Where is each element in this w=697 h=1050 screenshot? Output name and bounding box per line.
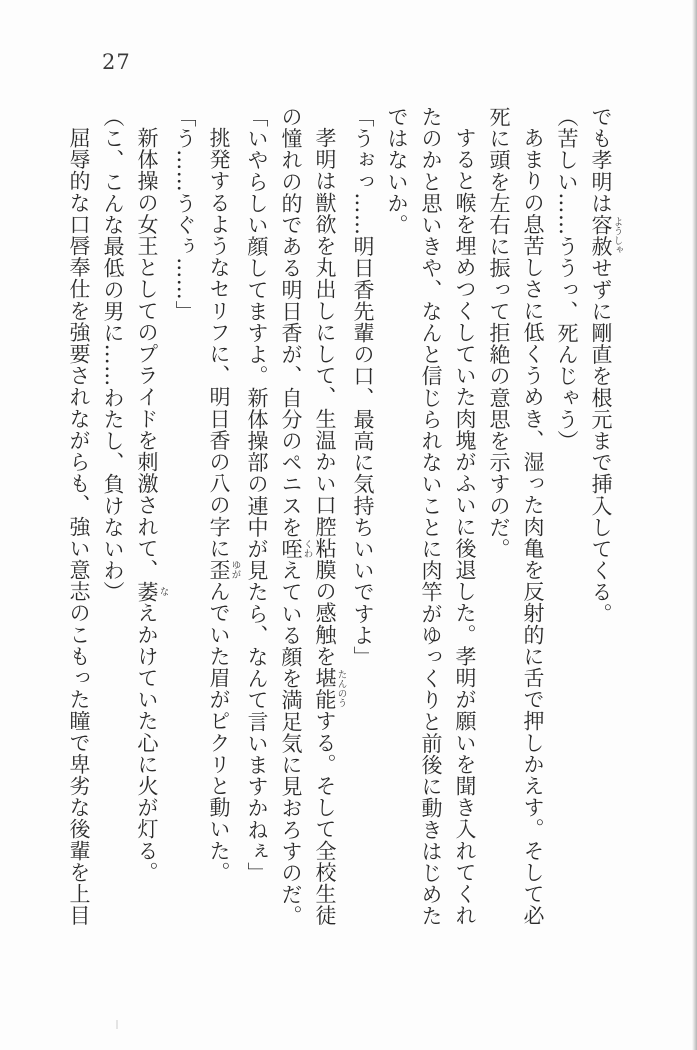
- furigana-ruby: 萎な: [135, 580, 169, 603]
- paragraph: 「う……うぐぅ……」: [173, 106, 197, 322]
- paragraph: でも孝明は容赦ようしゃせずに剛直を根元まで挿入してくる。: [589, 106, 623, 625]
- furigana-ruby: 咥くわ: [279, 538, 313, 560]
- paragraph: 「いやらしい顔してますよ。新体操部の連中が見たら、なんて言いますかねぇ」: [245, 106, 269, 884]
- paragraph: 「うぉっ……明日香先輩の口、最高に気持ちいいですよ」: [351, 106, 375, 668]
- paragraph: 屈辱的な口唇奉仕を強要されながらも、強い意志のこもった瞳で卑劣な後輩を上目: [67, 127, 91, 927]
- paragraph: （苦しい……ううっ、死んじゃう）: [555, 106, 579, 452]
- page-edge-shadow: [692, 0, 697, 1050]
- page-number: 27: [102, 50, 131, 74]
- furigana-ruby: 堪能たんのう: [313, 667, 347, 711]
- furigana-ruby: 歪ゆが: [207, 559, 241, 581]
- paragraph: 新体操の女王としてのプライドを刺激されて、萎なえかけていた心に火が灯る。: [135, 127, 169, 884]
- paragraph: 挑発するようなセリフに、明日香の八の字に歪ゆがんでいた眉がピクリと動いた。: [207, 127, 241, 884]
- scan-artifact: [116, 1020, 118, 1029]
- paragraph: すると喉を埋めつくしていた肉塊がふいに後退した。孝明が願いを聞き入れてくれたのかと思いきや、なんと信じられないことに肉竿がゆっくりと前後に動きはじめたではないか。: [385, 106, 477, 927]
- furigana-ruby: 容赦ようしゃ: [589, 214, 623, 258]
- paragraph: あまりの息苦しさに低くうめき、湿った肉亀を反射的に舌で押しかえす。そして必死に頭を左右に振って拒絶の意思を示すのだ。: [487, 106, 545, 927]
- paragraph: 孝明は獣欲を丸出しにして、生温かい口腔粘膜の感触を堪能たんのうする。そして全校生徒の憧れの的である明日香が、自分のペニスを咥くわえている顔を満足気に見おろすのだ。: [279, 106, 347, 927]
- paragraph: （こ、こんな最低の男に……わたし、負けないわ）: [101, 106, 125, 603]
- vertical-text-body: [67, 106, 623, 932]
